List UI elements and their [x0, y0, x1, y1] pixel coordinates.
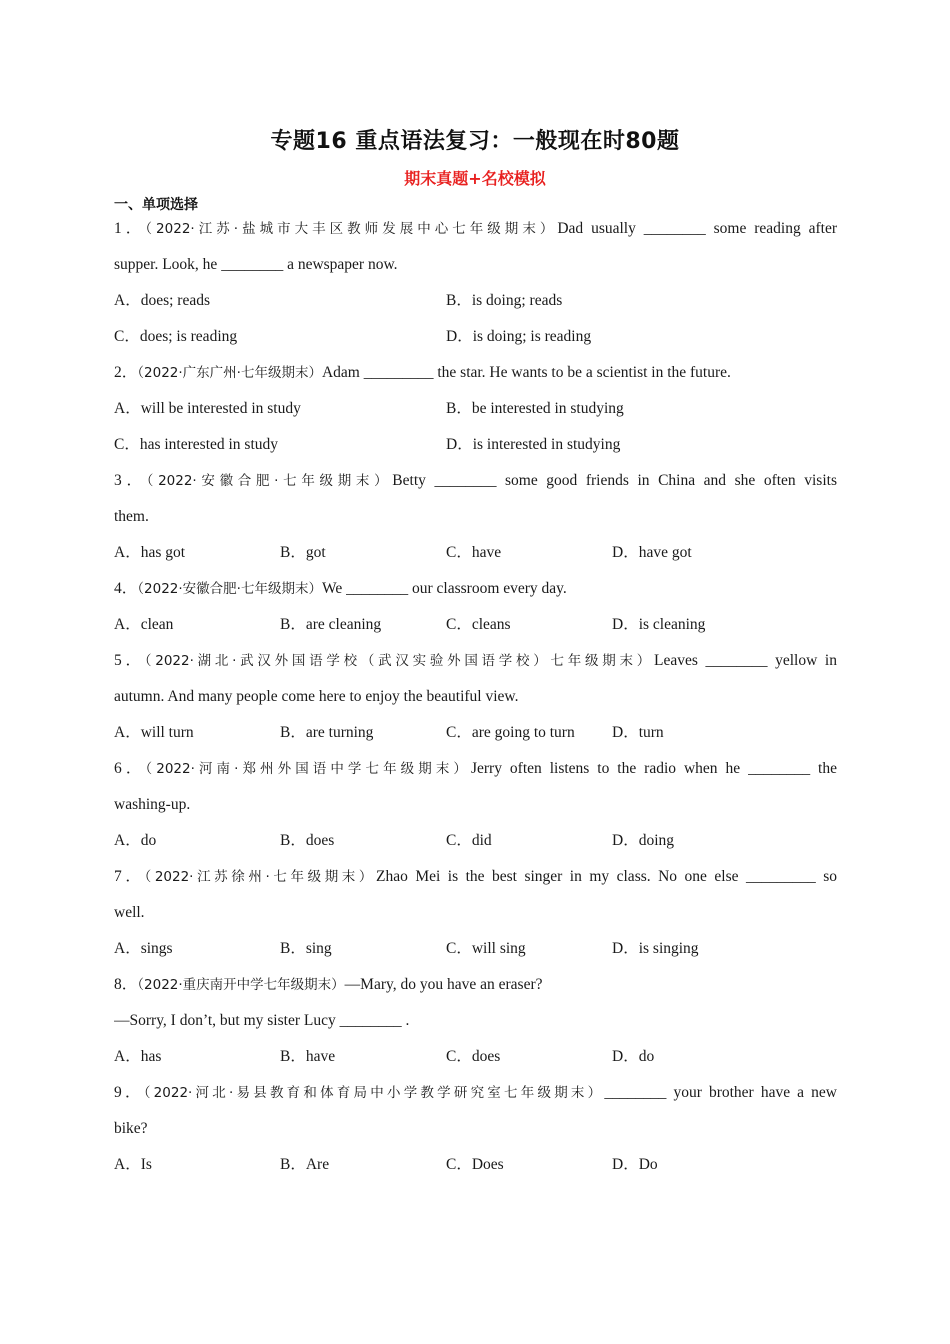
question-source: （2022·安徽合肥·七年级期末）: [137, 581, 322, 597]
question-number: 5．: [114, 652, 145, 669]
question-text-continued: bike?: [114, 1120, 148, 1137]
option-a: A．has got: [114, 544, 186, 561]
question-stem: [114, 211, 837, 247]
question-2: [114, 355, 837, 463]
question-number: 3．: [114, 472, 147, 489]
question-3: [114, 463, 837, 571]
question-text-continued: —Sorry, I don’t, but my sister Lucy ________ .: [114, 1012, 410, 1029]
question-1: [114, 211, 837, 355]
option-c: C．will sing: [446, 940, 526, 957]
question-stem: [114, 751, 837, 787]
page-title: 专题16 重点语法复习：一般现在时80题: [270, 129, 680, 154]
option-d: D．is cleaning: [612, 616, 706, 633]
question-stem: [114, 355, 837, 391]
question-number: 9．: [114, 1084, 144, 1101]
options-row: [114, 931, 837, 967]
question-text: Betty ________ some good friends in China and she often visits: [392, 472, 837, 489]
question-text: Jerry often listens to the radio when he ________ the: [470, 760, 837, 777]
question-source: （2022·河北·易县教育和体育局中小学教学研究室七年级期末）: [143, 1085, 605, 1101]
options-row: [114, 427, 837, 463]
option-d: D．Do: [612, 1156, 658, 1173]
option-a: A．does; reads: [114, 292, 210, 309]
question-text: Dad usually ________ some reading after: [557, 220, 837, 237]
option-c: C．cleans: [446, 616, 511, 633]
question-6: [114, 751, 837, 859]
option-a: A．will turn: [114, 724, 194, 741]
options-row: [114, 823, 837, 859]
option-d: D．turn: [612, 724, 664, 741]
question-number: 7．: [114, 868, 145, 885]
question-source: （2022·广东广州·七年级期末）: [137, 365, 322, 381]
options-row: [114, 391, 837, 427]
option-b: B．sing: [280, 940, 332, 957]
question-text: ________ your brother have a new: [604, 1084, 837, 1101]
option-b: B．got: [280, 544, 326, 561]
question-source: （2022·江苏·盐城市大丰区教师发展中心七年级期末）: [145, 221, 558, 237]
option-a: A．clean: [114, 616, 174, 633]
question-source: （2022·河南·郑州外国语中学七年级期末）: [145, 761, 471, 777]
question-4: [114, 571, 837, 643]
question-text-continued: supper. Look, he ________ a newspaper now.: [114, 256, 398, 273]
question-text: —Mary, do you have an eraser?: [344, 976, 543, 993]
question-text: Adam _________ the star. He wants to be a scientist in the future.: [321, 364, 731, 381]
option-b: B．are cleaning: [280, 616, 382, 633]
question-9: [114, 1075, 837, 1183]
options-row: [114, 535, 837, 571]
question-number: 8．: [114, 976, 138, 993]
question-stem: [114, 859, 837, 895]
option-c: C．did: [446, 832, 492, 849]
option-a: A．will be interested in study: [114, 400, 301, 417]
options-row: [114, 1147, 837, 1183]
question-stem: [114, 463, 837, 499]
question-text: Zhao Mei is the best singer in my class. No one else _________ so: [376, 868, 837, 885]
question-text: Leaves ________ yellow in: [654, 652, 837, 669]
question-source: （2022·安徽合肥·七年级期末）: [146, 473, 393, 489]
option-c: C．has interested in study: [114, 436, 279, 453]
option-b: B．have: [280, 1048, 336, 1065]
option-d: D．is interested in studying: [446, 436, 621, 453]
option-a: A．Is: [114, 1156, 152, 1173]
question-source: （2022·湖北·武汉外国语学校（武汉实验外国语学校）七年级期末）: [144, 653, 654, 669]
option-c: C．are going to turn: [446, 724, 575, 741]
question-stem: [114, 967, 837, 1003]
question-stem: [114, 571, 837, 607]
question-source: （2022·重庆南开中学七年级期末）: [137, 977, 345, 993]
option-b: B．does: [280, 832, 335, 849]
options-row: [114, 319, 837, 355]
options-row: [114, 715, 837, 751]
question-7: [114, 859, 837, 967]
question-number: 6．: [114, 760, 146, 777]
question-text-continued: autumn. And many people come here to enjoy the beautiful view.: [114, 688, 519, 705]
option-a: A．has: [114, 1048, 162, 1065]
question-stem: [114, 643, 837, 679]
question-number: 4．: [114, 580, 138, 597]
options-row: [114, 1039, 837, 1075]
option-b: B．is doing; reads: [446, 292, 563, 309]
question-source: （2022·江苏徐州·七年级期末）: [144, 869, 376, 885]
option-b: B．are turning: [280, 724, 374, 741]
options-row: [114, 607, 837, 643]
question-text-continued: them.: [114, 508, 149, 525]
question-stem: [114, 1075, 837, 1111]
option-c: C．does; is reading: [114, 328, 238, 345]
option-c: C．does: [446, 1048, 501, 1065]
option-d: D．have got: [612, 544, 692, 561]
question-text-continued: washing-up.: [114, 796, 191, 813]
question-number: 2．: [114, 364, 138, 381]
section-heading: 一、单项选择: [114, 197, 198, 213]
options-row: [114, 283, 837, 319]
option-d: D．do: [612, 1048, 655, 1065]
question-list: [114, 211, 837, 1183]
question-number: 1．: [114, 220, 146, 237]
option-c: C．have: [446, 544, 502, 561]
option-c: C．Does: [446, 1156, 504, 1173]
option-a: A．sings: [114, 940, 173, 957]
option-d: D．is doing; is reading: [446, 328, 592, 345]
question-text-continued: well.: [114, 904, 145, 921]
option-a: A．do: [114, 832, 157, 849]
option-b: B．Are: [280, 1156, 330, 1173]
question-text: We ________ our classroom every day.: [321, 580, 567, 597]
option-d: D．is singing: [612, 940, 699, 957]
option-d: D．doing: [612, 832, 675, 849]
question-5: [114, 643, 837, 751]
page-subtitle: 期末真题+名校模拟: [404, 169, 546, 188]
question-8: [114, 967, 837, 1075]
option-b: B．be interested in studying: [446, 400, 624, 417]
